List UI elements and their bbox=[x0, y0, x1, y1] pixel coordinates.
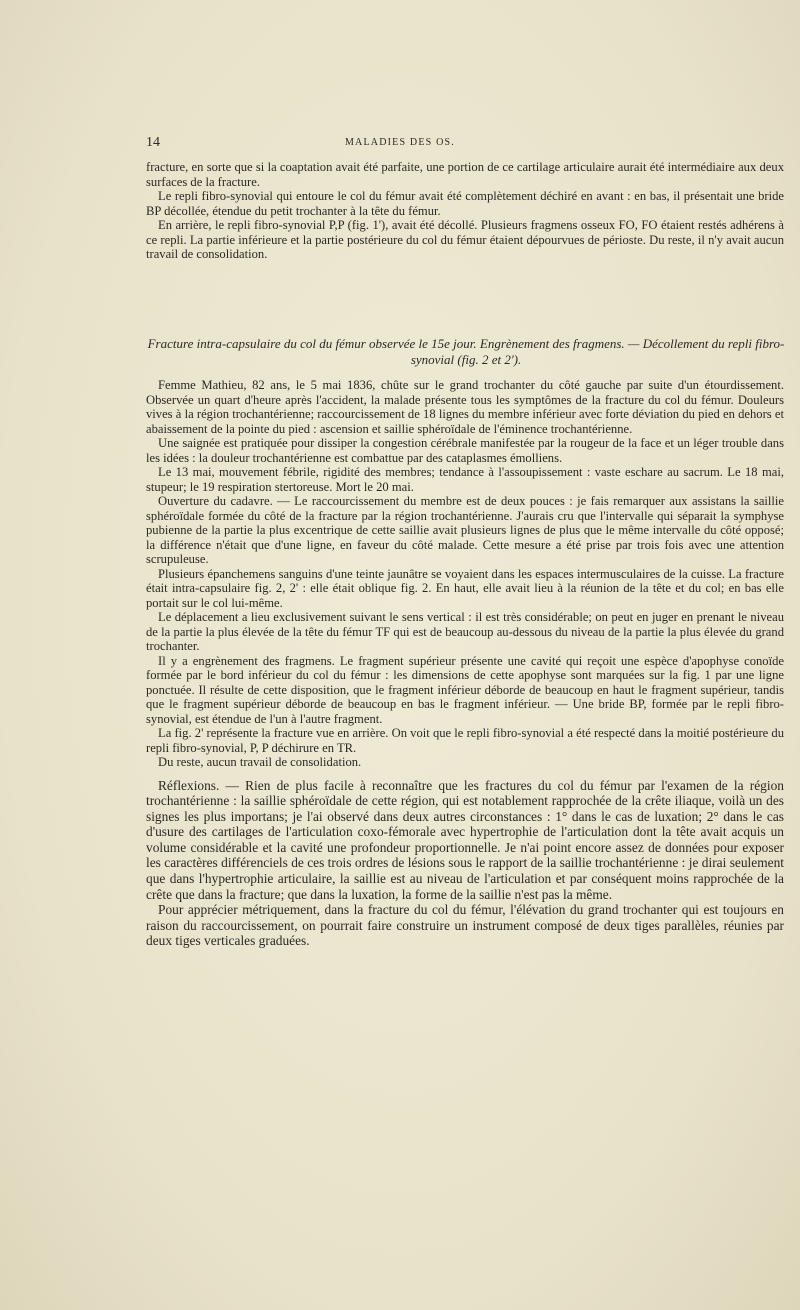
paragraph: Le repli fibro-synovial qui entoure le col du fémur avait été complètement déchiré en avant : en bas, il présentait une bride BP décollée, étendue du petit trochanter à la tête du fémur. bbox=[146, 189, 784, 218]
paragraph: En arrière, le repli fibro-synovial P,P (fig. 1'), avait été décollé. Plusieurs fragmens osseux FO, FO étaient restés adhérens à ce repli. La partie inférieure et la partie postérieure du col du fémur étaient dépourvues de périoste. Du reste, il n'y avait aucun travail de consolidation. bbox=[146, 218, 784, 261]
paragraph: Le 13 mai, mouvement fébrile, rigidité des membres; tendance à l'assoupissement : vaste eschare au sacrum. Le 18 mai, stupeur; le 19 respiration stertoreuse. Mort le 20 mai. bbox=[146, 465, 784, 494]
paragraph: Plusieurs épanchemens sanguins d'une teinte jaunâtre se voyaient dans les espaces intermusculaires de la cuisse. La fracture était intra-capsulaire fig. 2, 2' : elle était oblique fig. 2. En haut, elle avait lieu à la réunion de la tête et du col; en bas elle portait sur le col lui-même. bbox=[146, 566, 784, 610]
paragraph: Réflexions. — Rien de plus facile à reconnaître que les fractures du col du fémur par l'examen de la région trochantérienne : la saillie sphéroïdale de cette région, qui est notablement rapprochée de la crête iliaque, voilà un des signes les plus importans; je l'ai observé dans deux autres circonstances : 1° dans le cas de luxation; 2° dans le cas d'usure des cartilages de l'articulation coxo-fémorale avec hypertrophie de l'articulation dont la tête avait acquis un volume considérable et la cavité une profondeur proportionnelle. Je n'ai point encore assez de données pour exposer les caractères différenciels de ces trois ordres de lésions sous le rapport de la saillie trochantérienne : je dirai seulement que dans l'hypertrophie articulaire, la saillie est au niveau de l'articulation et par conséquent moins rapprochée de la crête que dans la fracture; que dans la luxation, la forme de la saillie n'est pas la même. bbox=[146, 777, 784, 902]
page-number: 14 bbox=[146, 135, 160, 150]
case-text bbox=[146, 378, 784, 949]
paragraph: fracture, en sorte que si la coaptation avait été parfaite, une portion de ce cartilage articulaire aurait été intermédiaire aux deux surfaces de la fracture. bbox=[146, 160, 784, 189]
paragraph: Le déplacement a lieu exclusivement suivant le sens vertical : il est très considérable; on peut en juger en prenant le niveau de la partie la plus élevée de la tête du fémur TF qui est de beaucoup au-dessous du niveau de la partie la plus élevée du grand trochanter. bbox=[146, 610, 784, 653]
paragraph: Du reste, aucun travail de consolidation. bbox=[158, 755, 362, 769]
running-title: MALADIES DES OS. bbox=[344, 137, 456, 148]
paragraph: Femme Mathieu, 82 ans, le 5 mai 1836, chûte sur le grand trochanter du côté gauche par suite d'un étourdissement. Observée un quart d'heure après l'accident, la malade présente tous les symptômes de la fracture du col du fémur. Douleurs vives à la région trochantérienne; raccourcissement de 18 lignes du membre inférieur avec forte déviation du pied en dehors et abaissement de la pointe du pied : ascension et saillie sphéroïdale de l'éminence trochantérienne. bbox=[146, 378, 784, 436]
paragraph: Il y a engrènement des fragmens. Le fragment supérieur présente une cavité qui reçoit une espèce d'apophyse conoïde formée par le bord inférieur du col du fémur : les dimensions de cette apophyse sont marquées sur la fig. 1 par une ligne ponctuée. Il résulte de cette disposition, que le fragment inférieur déborde de beaucoup en haut le fragment supérieur, tandis que le fragment supérieur déborde de beaucoup en bas le fragment inférieur. — Une bride BP, formée par le repli fibro-synovial, est étendue de l'un à l'autre fragment. bbox=[146, 653, 784, 726]
paragraph: Ouverture du cadavre. — Le raccourcissement du membre est de deux pouces : je fais remarquer aux assistans la saillie sphéroïdale formée du côté de la fracture par la région trochantérienne. J'aurais cru que l'intervalle qui séparait la symphyse pubienne de la partie la plus excentrique de cette saillie avait plusieurs lignes de plus que le même intervalle du côté opposé; la différence n'était que d'une ligne, en faveur du côté malade. Cette mesure a été prise par trois fois avec une attention scrupuleuse. bbox=[146, 494, 784, 566]
paragraph: Pour apprécier métriquement, dans la fracture du col du fémur, l'élévation du grand trochanter qui est toujours en raison du raccourcissement, on pourrait faire construire un instrument composé de deux tiges parallèles, réunies par deux tiges verticales graduées. bbox=[146, 902, 784, 949]
paragraph: La fig. 2' représente la fracture vue en arrière. On voit que le repli fibro-synovial a été respecté dans la moitié postérieure du repli fibro-synovial, P, P déchirure en TR. bbox=[146, 726, 784, 755]
paragraph: Une saignée est pratiquée pour dissiper la congestion cérébrale manifestée par la rougeur de la face et un léger trouble dans les idées : la douleur trochantérienne est combattue par des cataplasmes émolliens. bbox=[146, 436, 784, 465]
section-heading: Fracture intra-capsulaire du col du fémur observée le 15e jour. Engrènement des fragmens. — Décollement du repli fibro-synovial (fig. 2 et 2'). bbox=[147, 336, 785, 367]
intro-text bbox=[146, 160, 784, 262]
